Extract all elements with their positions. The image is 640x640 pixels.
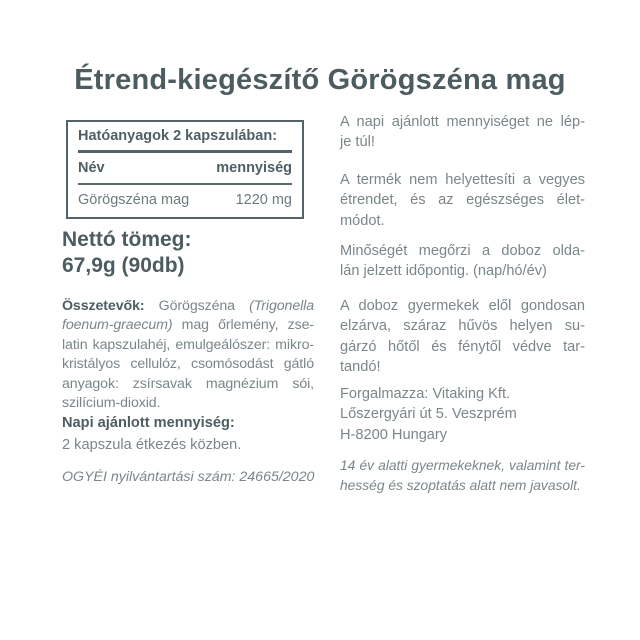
paragraph-line: A termék nem helyettesíti a vegyes xyxy=(340,172,585,188)
column-header-name: Név xyxy=(78,160,105,176)
daily-dose-heading: Napi ajánlott mennyiség: xyxy=(62,415,235,431)
ingredients-text: mag őrlemény, zse- xyxy=(181,317,314,334)
paragraph-line: A napi ajánlott mennyiséget ne lép- xyxy=(340,114,585,130)
paragraph-line: elzárva, száraz hűvös helyen su- xyxy=(340,318,585,335)
column-header-amount: mennyiség xyxy=(216,160,292,176)
daily-dose xyxy=(62,413,314,456)
ingredients-line: kristályos cellulóz, csomósodást gátló xyxy=(62,356,314,373)
distributor-address: Lőszergyári út 5. Veszprém xyxy=(340,406,517,423)
latin-name-part2: foenum-graecum) xyxy=(62,317,173,334)
age-pregnancy-warning xyxy=(340,456,585,496)
table-row xyxy=(78,185,292,217)
daily-dose-text: 2 kapszula étkezés közben. xyxy=(62,436,242,453)
paragraph-line: Minőségét megőrzi a doboz olda- xyxy=(340,243,585,259)
paragraph-line: hesség és szoptatás alatt nem javasolt. xyxy=(340,477,581,493)
paragraph-line: módot. xyxy=(340,212,385,229)
ingredient-name: Görögszéna mag xyxy=(78,192,190,208)
latin-name-part1: (Trigonella xyxy=(249,298,315,314)
net-weight xyxy=(62,227,314,279)
ingredients-line: szilícium-dioxid. xyxy=(62,395,161,412)
active-ingredients-table xyxy=(66,120,304,219)
warning-not-substitute xyxy=(340,170,585,231)
paragraph-line: 14 év alatti gyermekeknek, valamint ter- xyxy=(340,458,585,473)
page-title: Étrend-kiegészítő Görögszéna mag xyxy=(74,64,566,96)
distributor-country: H-8200 Hungary xyxy=(340,426,448,443)
distributor-name: Forgalmazza: Vitaking Kft. xyxy=(340,386,511,402)
best-before-note xyxy=(340,241,585,282)
ingredients-line: latin kapszulahéj, emulgeálószer: mikro- xyxy=(62,336,314,353)
registration-number: OGYÉI nyilvántartási szám: 24665/2020 xyxy=(62,469,315,485)
paragraph-line: tandó! xyxy=(340,359,381,376)
ingredients-text: Görögszéna xyxy=(158,298,235,314)
ingredients-line xyxy=(62,316,314,335)
ingredients-line: anyagok: zsírsavak magnézium sói, xyxy=(62,375,314,392)
storage-instructions xyxy=(340,296,585,378)
paragraph-line: A doboz gyermekek elől gondosan xyxy=(340,298,585,314)
paragraph-line: je túl! xyxy=(340,134,375,151)
net-weight-value: 67,9g (90db) xyxy=(62,254,185,277)
paragraph-line: lán jelzett időpontig. (nap/hó/év) xyxy=(340,263,547,280)
distributor-info xyxy=(340,384,585,445)
warning-do-not-exceed xyxy=(340,112,585,153)
ingredient-amount: 1220 mg xyxy=(235,192,292,208)
table-header: Hatóanyagok 2 kapszulában: xyxy=(78,128,278,144)
table-column-row xyxy=(78,153,292,183)
ingredients-label: Összetevők: xyxy=(62,298,145,314)
ingredients-line xyxy=(62,297,314,316)
paragraph-line: gárzó hőtől és fénytől védve tar- xyxy=(340,338,585,355)
ingredients-paragraph xyxy=(62,297,314,413)
net-weight-label: Nettó tömeg: xyxy=(62,228,192,251)
paragraph-line: étrendet, és az egészséges élet- xyxy=(340,192,585,209)
